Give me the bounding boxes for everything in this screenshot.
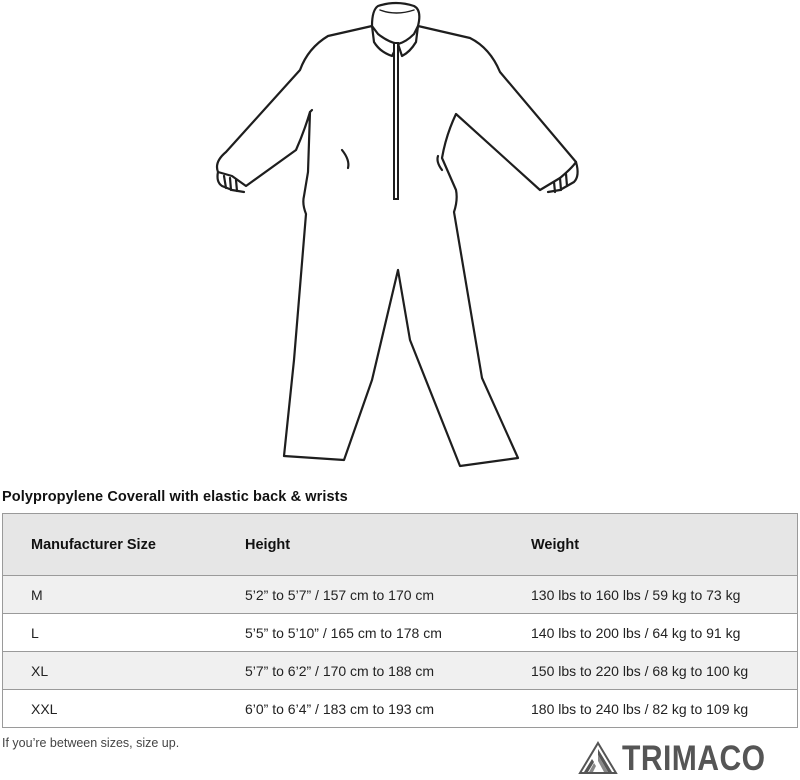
size-cell: L: [3, 614, 220, 652]
product-title: Polypropylene Coverall with elastic back & wrists: [2, 489, 348, 505]
brand-name: TRIMACO: [622, 738, 766, 778]
table-header-row: [3, 514, 798, 576]
table-row: [3, 576, 798, 614]
table-row: [3, 652, 798, 690]
table-row: [3, 614, 798, 652]
header-weight: Weight: [505, 514, 798, 576]
weight-cell: 150 lbs to 220 lbs / 68 kg to 100 kg: [505, 652, 798, 690]
weight-cell: 130 lbs to 160 lbs / 59 kg to 73 kg: [505, 576, 798, 614]
height-cell: 6’0” to 6’4” / 183 cm to 193 cm: [219, 690, 505, 728]
weight-cell: 180 lbs to 240 lbs / 82 kg to 109 kg: [505, 690, 798, 728]
table-row: [3, 690, 798, 728]
header-height: Height: [219, 514, 505, 576]
size-chart-table: [2, 513, 798, 728]
size-cell: XL: [3, 652, 220, 690]
sizing-footnote: If you’re between sizes, size up.: [2, 736, 180, 750]
size-cell: M: [3, 576, 220, 614]
header-manufacturer-size: Manufacturer Size: [3, 514, 220, 576]
height-cell: 5’7” to 6’2” / 170 cm to 188 cm: [219, 652, 505, 690]
height-cell: 5’5” to 5’10” / 165 cm to 178 cm: [219, 614, 505, 652]
size-cell: XXL: [3, 690, 220, 728]
triangle-logo-icon: [578, 741, 618, 775]
weight-cell: 140 lbs to 200 lbs / 64 kg to 91 kg: [505, 614, 798, 652]
height-cell: 5’2” to 5’7” / 157 cm to 170 cm: [219, 576, 505, 614]
brand-logo: [578, 738, 798, 778]
